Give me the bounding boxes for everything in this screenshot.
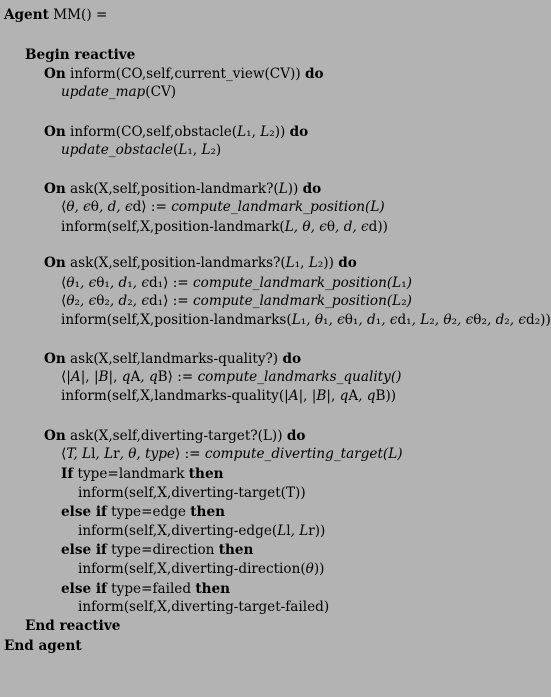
math-text: T, L <box>66 446 92 462</box>
code-line <box>61 219 388 235</box>
code-text: inform(self,X,diverting-target(T)) <box>78 485 306 501</box>
code-text: (CV) <box>145 84 177 100</box>
code-text: ₂)) <box>317 255 339 271</box>
code-line <box>61 504 225 520</box>
code-line <box>44 66 324 82</box>
code-text: inform(CO,self,current_view(CV)) <box>65 66 305 82</box>
keyword: do <box>286 428 306 444</box>
code-text: d₁ <box>397 312 412 328</box>
code-text: inform(self,X,position-landmark( <box>61 219 285 235</box>
math-text: B <box>316 388 327 404</box>
code-text: ₁, <box>294 255 309 271</box>
code-text: ₂) <box>210 142 222 158</box>
keyword: else if <box>61 542 107 558</box>
code-text: r <box>113 446 120 462</box>
code-text: d⟩ := <box>132 199 172 215</box>
math-text: , L <box>411 312 430 328</box>
code-text: θ₂ <box>96 293 110 309</box>
code-text: l <box>91 446 96 462</box>
code-text: ₂ <box>401 293 407 309</box>
code-line <box>61 446 403 462</box>
code-line <box>61 84 176 100</box>
code-text: ⟨ <box>61 199 67 215</box>
code-line <box>44 181 321 197</box>
code-line <box>44 255 357 271</box>
math-text: compute_landmark_position(L <box>193 275 402 291</box>
code-text: inform(self,X,diverting-direction( <box>78 561 306 577</box>
code-line <box>44 428 305 444</box>
math-text: ) <box>406 293 412 309</box>
keyword: do <box>304 66 324 82</box>
math-text: , L <box>95 446 114 462</box>
code-text: B⟩ := <box>157 369 198 385</box>
code-line <box>4 638 82 654</box>
code-text: ₁ <box>401 275 407 291</box>
keyword: do <box>302 181 322 197</box>
math-text: , θ, type <box>119 446 175 462</box>
code-text: θ₂ <box>473 312 487 328</box>
code-text: type=failed <box>106 581 196 597</box>
code-line <box>78 523 325 539</box>
math-text: q <box>339 388 349 404</box>
code-text: ₁, <box>246 124 261 140</box>
code-text: ₂ <box>74 293 80 309</box>
math-text: L <box>260 124 270 140</box>
math-text: update_obstacle <box>61 142 174 158</box>
math-text: , q <box>140 369 158 385</box>
keyword: then <box>190 504 225 520</box>
code-text: d₁⟩ := <box>148 275 194 291</box>
code-line <box>78 485 306 501</box>
code-text: B)) <box>375 388 397 404</box>
math-text: θ, ϵ <box>66 199 91 215</box>
code-line <box>61 312 551 328</box>
math-text: A <box>70 369 81 385</box>
code-text: ₁ <box>375 312 382 328</box>
code-text: type=direction <box>106 542 219 558</box>
code-text: type=edge <box>106 504 191 520</box>
keyword: Agent <box>4 7 49 23</box>
math-text: , ϵ <box>79 293 97 309</box>
code-text: type=landmark <box>73 466 189 482</box>
code-text: inform(self,X,landmarks-quality(| <box>61 388 289 404</box>
math-text: , d <box>486 312 505 328</box>
code-line <box>44 351 301 367</box>
math-text: θ <box>66 275 75 291</box>
keyword: On <box>44 124 66 140</box>
code-text: θ <box>90 199 99 215</box>
code-line <box>78 561 324 577</box>
math-text: L <box>237 124 247 140</box>
math-text: , θ <box>306 312 324 328</box>
code-line <box>4 7 107 23</box>
keyword: then <box>195 581 231 597</box>
code-text: θ₁ <box>96 275 110 291</box>
code-text: ₁ <box>74 275 80 291</box>
keyword: then <box>188 466 224 482</box>
code-text: ⟨ <box>61 275 67 291</box>
code-text: ⟨ <box>61 446 67 462</box>
code-text: ( <box>173 142 179 158</box>
code-text: inform(self,X,position-landmarks( <box>61 312 292 328</box>
math-text: B <box>98 369 109 385</box>
code-line <box>61 369 401 385</box>
keyword: then <box>218 542 254 558</box>
code-text: |, <box>108 369 122 385</box>
math-text: , d <box>109 293 128 309</box>
code-text: ask(X,self,position-landmark?( <box>65 181 279 197</box>
code-text: ⟨| <box>61 369 71 385</box>
code-line <box>61 275 412 291</box>
code-text: ask(X,self,position-landmarks?( <box>65 255 286 271</box>
math-text: θ <box>66 293 75 309</box>
keyword: On <box>44 181 66 197</box>
math-text: , ϵ <box>328 312 345 328</box>
math-text: , ϵ <box>132 293 149 309</box>
keyword: Begin reactive <box>25 47 136 63</box>
math-text: L <box>291 312 301 328</box>
code-text: θ₁ <box>344 312 359 328</box>
math-text: q <box>121 369 131 385</box>
keyword: do <box>282 351 302 367</box>
keyword: On <box>44 66 66 82</box>
math-text: L, θ, ϵ <box>284 219 327 235</box>
math-text: update_map <box>61 84 146 100</box>
code-text: ₁ <box>323 312 329 328</box>
code-text: MM() = <box>48 7 108 23</box>
math-text: , ϵ <box>509 312 527 328</box>
code-text: ⟩ := <box>174 446 205 462</box>
math-text: , θ <box>434 312 452 328</box>
code-text: )) <box>287 181 303 197</box>
math-text: , ϵ <box>457 312 474 328</box>
code-text: d)) <box>368 219 388 235</box>
math-text: L <box>178 142 188 158</box>
keyword: On <box>44 428 66 444</box>
math-text: A <box>288 388 299 404</box>
keyword: else if <box>61 581 107 597</box>
math-text: , ϵ <box>132 275 149 291</box>
code-text: ₁ <box>127 275 133 291</box>
code-text: |, <box>326 388 340 404</box>
code-text: θ <box>326 219 336 235</box>
keyword: On <box>44 255 66 271</box>
math-text: compute_landmark_position(L <box>193 293 402 309</box>
code-line <box>61 466 223 482</box>
math-text: compute_diverting_target(L) <box>204 446 403 462</box>
keyword: End agent <box>4 638 82 654</box>
math-text: compute_landmark_position(L) <box>171 199 385 215</box>
code-text: d₂)) <box>526 312 551 328</box>
code-text: |, | <box>80 369 99 385</box>
math-text: , d <box>358 312 376 328</box>
keyword: On <box>44 351 66 367</box>
code-text: A <box>348 388 359 404</box>
math-text: L <box>308 255 318 271</box>
math-text: , d <box>109 275 128 291</box>
code-text: inform(CO,self,obstacle( <box>65 124 238 140</box>
code-text: ₂ <box>127 293 133 309</box>
math-text: , ϵ <box>79 275 97 291</box>
code-text: ₁, <box>187 142 202 158</box>
math-text: θ <box>305 561 314 577</box>
code-text: ₂ <box>504 312 510 328</box>
math-text: L <box>278 181 288 197</box>
code-line <box>25 618 120 634</box>
code-text: r)) <box>308 523 326 539</box>
math-text: , L <box>290 523 309 539</box>
math-text: compute_landmarks_quality() <box>197 369 402 385</box>
code-line <box>61 293 412 309</box>
code-text: ask(X,self,landmarks-quality?) <box>65 351 283 367</box>
code-text: d₁⟩ := <box>148 293 194 309</box>
keyword: End reactive <box>25 618 121 634</box>
keyword: do <box>338 255 357 271</box>
code-text: A <box>130 369 141 385</box>
keyword: do <box>289 124 309 140</box>
math-text: L <box>201 142 211 158</box>
math-text: , d, ϵ <box>98 199 133 215</box>
code-text: ₂ <box>429 312 435 328</box>
code-line <box>78 599 329 615</box>
code-text: ask(X,self,diverting-target?(L)) <box>65 428 287 444</box>
code-text: )) <box>313 561 325 577</box>
code-text: |, | <box>298 388 317 404</box>
code-text: inform(self,X,diverting-target-failed) <box>78 599 330 615</box>
code-text: inform(self,X,diverting-edge( <box>78 523 278 539</box>
math-text: ) <box>406 275 412 291</box>
code-text: ₂ <box>451 312 458 328</box>
code-line <box>44 124 308 140</box>
code-line <box>61 388 396 404</box>
math-text: , ϵ <box>381 312 398 328</box>
code-line <box>61 542 253 558</box>
code-text: ⟨ <box>61 293 67 309</box>
code-line <box>61 581 230 597</box>
math-text: L <box>285 255 295 271</box>
keyword: If <box>61 466 74 482</box>
math-text: L <box>277 523 287 539</box>
code-line <box>61 142 221 158</box>
math-text: , q <box>358 388 376 404</box>
code-line <box>25 47 135 63</box>
code-text: ₂)) <box>269 124 290 140</box>
keyword: else if <box>61 504 107 520</box>
code-line <box>61 199 385 215</box>
math-text: , d, ϵ <box>335 219 369 235</box>
code-text: l <box>286 523 291 539</box>
code-text: ₁ <box>300 312 307 328</box>
